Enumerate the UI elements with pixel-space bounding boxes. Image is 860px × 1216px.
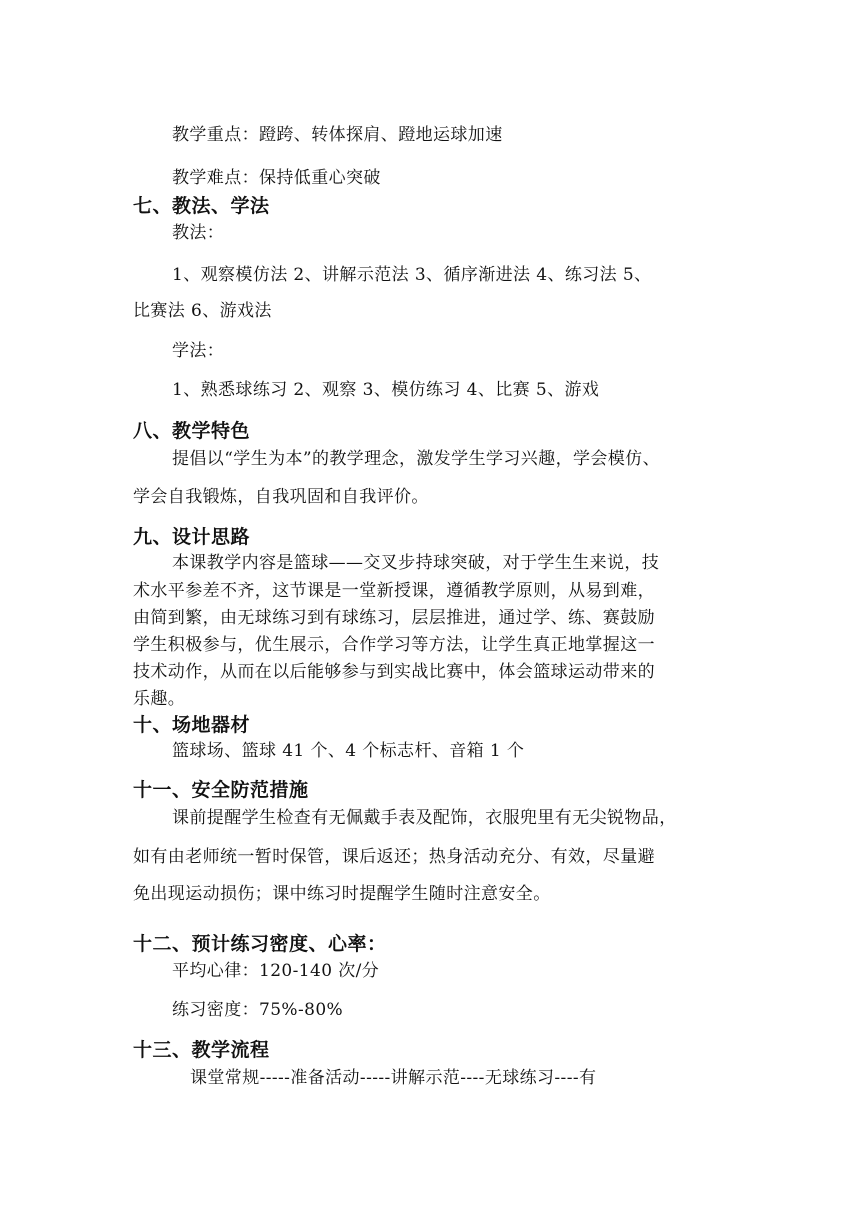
design-line: 术水平参差不齐，这节课是一堂新授课，遵循教学原则，从易到难， xyxy=(133,581,655,601)
focus-line: 教学重点：蹬跨、转体探肩、蹬地运球加速 xyxy=(172,125,503,145)
safety-line: 免出现运动损伤；课中练习时提醒学生随时注意安全。 xyxy=(133,884,551,904)
section-10-heading: 十、场地器材 xyxy=(133,714,251,736)
design-line: 学生积极参与，优生展示，合作学习等方法，让学生真正地掌握这一 xyxy=(133,635,655,655)
design-line: 技术动作，从而在以后能够参与到实战比赛中，体会篮球运动带来的 xyxy=(133,662,655,682)
section-8-heading: 八、教学特色 xyxy=(133,420,251,442)
difficulty-line: 教学难点：保持低重心突破 xyxy=(172,168,381,188)
teach-method-label: 教法： xyxy=(172,223,225,243)
learn-method-line: 1、熟悉球练习 2、观察 3、模仿练习 4、比赛 5、游戏 xyxy=(172,380,600,400)
design-line: 本课教学内容是篮球——交叉步持球突破，对于学生生来说，技 xyxy=(172,553,660,573)
safety-line: 课前提醒学生检查有无佩戴手表及配饰，衣服兜里有无尖锐物品， xyxy=(172,808,677,828)
design-line: 乐趣。 xyxy=(133,689,186,709)
section-7-heading: 七、教法、学法 xyxy=(133,195,270,217)
section-13-heading: 十三、教学流程 xyxy=(133,1039,270,1061)
section-11-heading: 十一、安全防范措施 xyxy=(133,779,309,801)
flow-line: 课堂常规-----准备活动-----讲解示范----无球练习----有 xyxy=(190,1068,597,1088)
density-line: 练习密度：75%-80% xyxy=(172,1000,344,1020)
teach-method-line1: 1、观察模仿法 2、讲解示范法 3、循序渐进法 4、练习法 5、 xyxy=(172,265,652,285)
feature-line1: 提倡以“学生为本”的教学理念，激发学生学习兴趣，学会模仿、 xyxy=(172,449,660,469)
learn-method-label: 学法： xyxy=(172,341,225,361)
heart-rate-line: 平均心律：120-140 次/分 xyxy=(172,961,380,981)
safety-line: 如有由老师统一暂时保管，课后返还；热身活动充分、有效，尽量避 xyxy=(133,847,655,867)
section-12-heading: 十二、预计练习密度、心率： xyxy=(133,933,387,955)
section-9-heading: 九、设计思路 xyxy=(133,526,251,548)
design-line: 由简到繁，由无球练习到有球练习，层层推进，通过学、练、赛鼓励 xyxy=(133,608,655,628)
feature-line2: 学会自我锻炼，自我巩固和自我评价。 xyxy=(133,487,429,507)
teach-method-line2: 比赛法 6、游戏法 xyxy=(133,301,272,321)
equipment-line: 篮球场、篮球 41 个、4 个标志杆、音箱 1 个 xyxy=(172,741,525,761)
